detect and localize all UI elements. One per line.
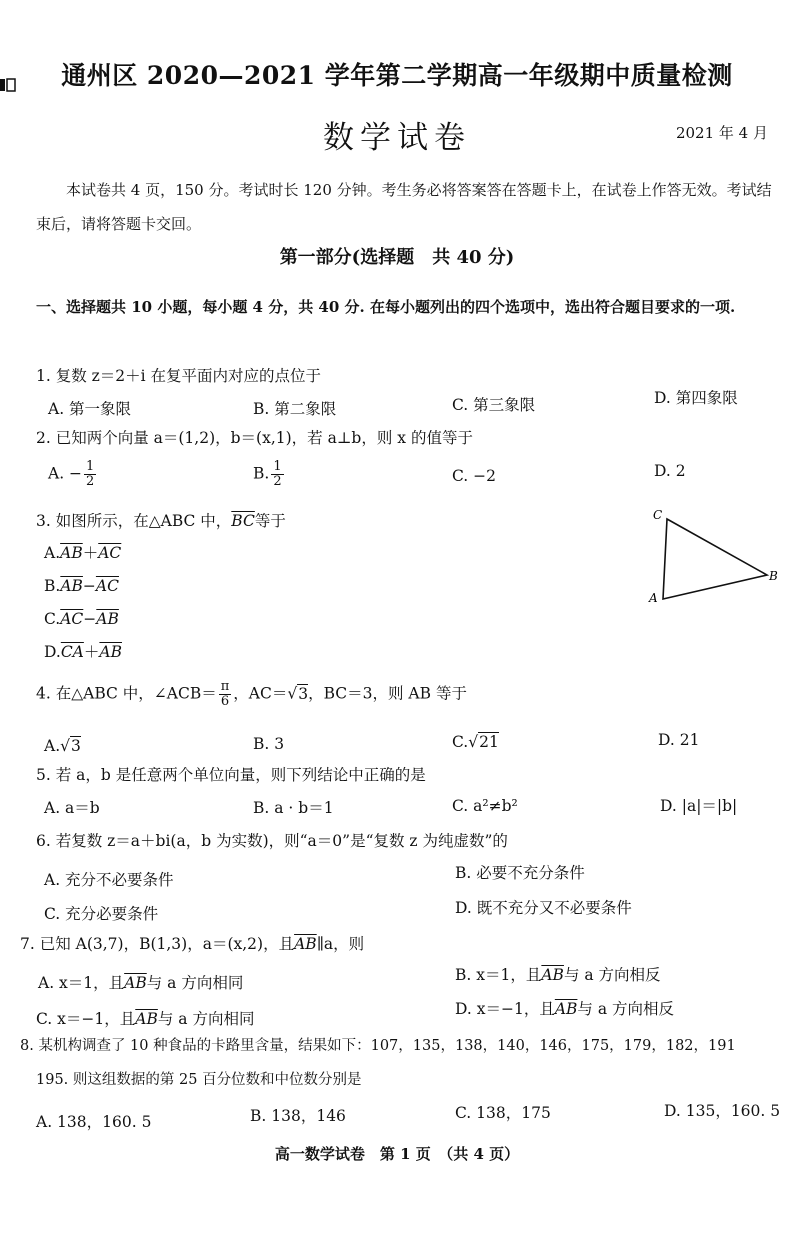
fraction — [84, 460, 96, 489]
question-2-option-a-prefix: A. − — [48, 464, 83, 483]
question-1-option-b: B. 第二象限 — [253, 400, 337, 418]
option-label: A. — [44, 737, 61, 755]
vector: $\overline{AC}$ — [60, 610, 84, 628]
vector: $\overline{AB}$ — [60, 544, 83, 562]
operator: − — [82, 577, 96, 595]
question-4-option-c — [452, 731, 499, 753]
fraction-numerator: 1 — [273, 459, 282, 474]
sqrt-radicand: 3 — [298, 684, 309, 703]
question-4-option-a — [44, 735, 81, 757]
fraction-denominator: 2 — [86, 474, 95, 489]
sqrt-radicand: 21 — [479, 733, 499, 751]
question-5-option-d: D. |a|＝|b| — [660, 797, 738, 815]
part-heading: 第一部分(选择题 共 40 分) — [279, 247, 515, 268]
question-7-stem-end: ∥a，则 — [316, 935, 365, 953]
question-7-option-d — [455, 998, 674, 1020]
question-8-option-c: C. 138，175 — [455, 1104, 551, 1122]
question-8-option-a: A. 138，160. 5 — [36, 1113, 152, 1131]
option-text: A. x＝1，且 — [38, 974, 125, 992]
question-6-option-a: A. 充分不必要条件 — [44, 871, 174, 889]
operator: ＋ — [82, 544, 99, 562]
question-3-option-c — [44, 608, 119, 630]
question-3-stem — [36, 510, 286, 532]
question-4-option-d: D. 21 — [658, 731, 700, 749]
question-7-stem-text: 7. 已知 A(3,7)，B(1,3)，a＝(x,2)，且 — [20, 935, 295, 953]
sqrt-radicand: 3 — [71, 737, 81, 755]
question-3-option-a — [44, 542, 121, 564]
question-2-stem: 2. 已知两个向量 a＝(1,2)，b＝(x,1)，若 a⊥b，则 x 的值等于 — [36, 429, 473, 447]
question-7-option-a — [38, 972, 243, 994]
question-5-stem: 5. 若 a，b 是任意两个单位向量，则下列结论中正确的是 — [36, 766, 426, 784]
section-heading: 一、选择题共 10 小题，每小题 4 分，共 40 分. 在每小题列出的四个选项中，选出符合题目要求的一项. — [36, 298, 736, 316]
fraction-numerator: π — [220, 679, 230, 694]
exam-title: 通州区 2020—2021 学年第二学期高一年级期中质量检测 — [61, 61, 733, 90]
option-label: C. — [452, 733, 469, 751]
question-4-option-b: B. 3 — [253, 735, 285, 753]
sqrt-symbol: √ — [287, 684, 298, 703]
question-6-option-c: C. 充分必要条件 — [44, 905, 159, 923]
question-6-stem: 6. 若复数 z＝a＋bi(a，b 为实数)，则“a＝0”是“复数 z 为纯虚数”的 — [36, 832, 508, 850]
vertex-label-c: C — [653, 508, 663, 522]
question-3-option-d — [44, 641, 122, 663]
exam-subtitle: 数学试卷 — [323, 120, 471, 156]
sqrt-symbol: √ — [60, 737, 71, 755]
question-1-option-d: D. 第四象限 — [654, 389, 738, 407]
operator: ＋ — [83, 643, 100, 661]
vector: $\overline{AC}$ — [98, 544, 122, 562]
vector: $\overline{AB}$ — [99, 643, 122, 661]
question-5-option-c: C. a²≠b² — [452, 797, 518, 815]
question-8-option-b: B. 138，146 — [250, 1107, 346, 1125]
question-6-option-b: B. 必要不充分条件 — [455, 864, 585, 882]
option-text: D. x＝−1，且 — [455, 1000, 555, 1018]
vector-ab: $\overline{AB}$ — [541, 966, 564, 984]
question-4-stem-end: ，BC＝3，则 AB 等于 — [308, 684, 467, 703]
vector: $\overline{CA}$ — [60, 643, 84, 661]
question-4-stem-middle: ，AC＝ — [233, 684, 288, 703]
fraction-numerator: 1 — [86, 459, 95, 474]
vector-ab: $\overline{AB}$ — [135, 1010, 158, 1028]
question-3-stem-text: 3. 如图所示，在△ABC 中， — [36, 512, 232, 530]
option-text: B. x＝1，且 — [455, 966, 542, 984]
question-7-option-b — [455, 964, 661, 986]
vertex-label-a: A — [649, 591, 658, 605]
option-text: C. x＝−1，且 — [36, 1010, 136, 1028]
page-footer: 高一数学试卷 第 1 页 （共 4 页） — [274, 1145, 520, 1163]
question-6-option-d: D. 既不充分又不必要条件 — [455, 899, 632, 917]
fraction-denominator: 6 — [220, 694, 230, 709]
exam-date: 2021 年 4 月 — [675, 124, 768, 142]
question-3-option-b — [44, 575, 119, 597]
question-4-stem-text: 4. 在△ABC 中，∠ACB＝ — [36, 684, 217, 703]
question-7-stem — [20, 933, 364, 955]
question-8-stem-line-1: 8. 某机构调查了 10 种食品的卡路里含量，结果如下：107，135，138，140，146，175，179，182，191 — [20, 1038, 736, 1054]
triangle-abc-figure — [645, 503, 785, 608]
fraction — [219, 680, 232, 709]
option-label: A. — [44, 544, 61, 562]
question-2-option-d: D. 2 — [654, 462, 686, 480]
question-3-stem-end: 等于 — [254, 512, 286, 530]
option-label: D. — [44, 643, 61, 661]
question-5-option-b: B. a · b＝1 — [253, 799, 334, 817]
question-2-option-b-prefix: B. — [253, 464, 270, 483]
operator: − — [83, 610, 97, 628]
question-4-stem — [36, 680, 467, 709]
vector-ab: $\overline{AB}$ — [554, 1000, 578, 1018]
vector: $\overline{AB}$ — [96, 610, 119, 628]
vector-bc: $\overline{BC}$ — [231, 512, 255, 530]
question-1-stem: 1. 复数 z＝2＋i 在复平面内对应的点位于 — [36, 367, 322, 385]
question-8-option-d: D. 135，160. 5 — [664, 1102, 781, 1120]
question-5-option-a: A. a＝b — [44, 799, 100, 817]
fraction-denominator: 2 — [273, 474, 282, 489]
question-1-option-a: A. 第一象限 — [48, 400, 132, 418]
question-2-option-c: C. −2 — [452, 467, 497, 485]
option-text-end: 与 a 方向相同 — [157, 1010, 255, 1028]
vertex-label-b: B — [769, 569, 778, 583]
option-text-end: 与 a 方向相反 — [563, 966, 661, 984]
question-1-option-c: C. 第三象限 — [452, 396, 536, 414]
question-2-option-b — [253, 460, 286, 489]
option-label: B. — [44, 577, 61, 595]
fraction — [271, 460, 283, 489]
triangle-outline — [663, 519, 767, 599]
option-text-end: 与 a 方向相同 — [146, 974, 244, 992]
question-7-option-c — [36, 1008, 254, 1030]
option-label: C. — [44, 610, 61, 628]
vector-ab: $\overline{AB}$ — [124, 974, 147, 992]
vector: $\overline{AB}$ — [60, 577, 83, 595]
vector: $\overline{AC}$ — [95, 577, 119, 595]
vector-ab: $\overline{AB}$ — [294, 935, 317, 953]
sqrt-symbol: √ — [468, 733, 479, 751]
exam-instructions: 本试卷共 4 页，150 分。考试时长 120 分钟。考生务必将答案答在答题卡上，在试卷上作答无效。考试结束后，请将答题卡交回。 — [36, 181, 772, 233]
option-text-end: 与 a 方向相反 — [577, 1000, 675, 1018]
question-2-option-a — [48, 460, 98, 489]
question-8-stem-line-2: 195. 则这组数据的第 25 百分位数和中位数分别是 — [36, 1072, 362, 1088]
